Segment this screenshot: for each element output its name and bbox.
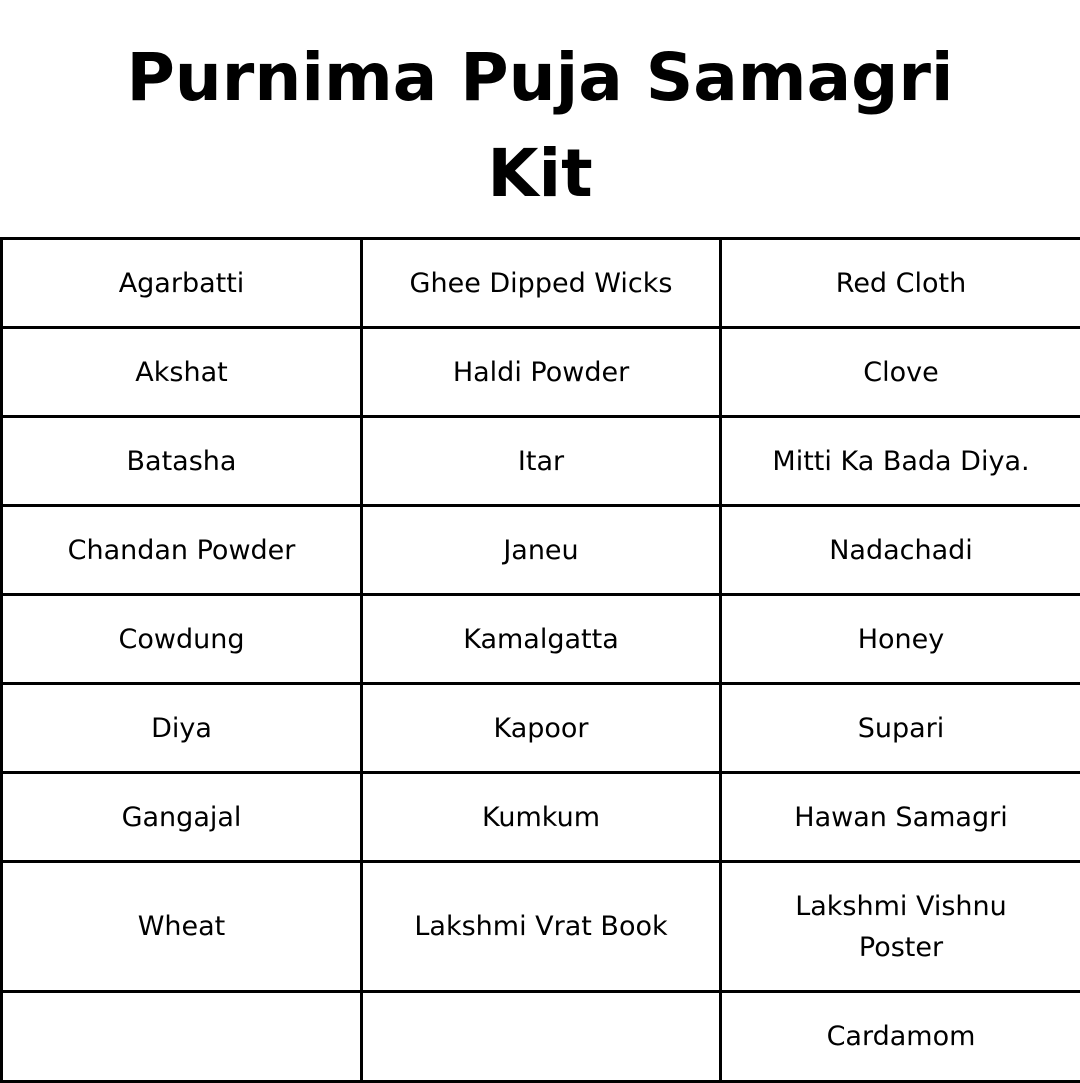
table-cell: Hawan Samagri xyxy=(721,773,1080,862)
table-cell: Janeu xyxy=(362,506,721,595)
table-cell: Mitti Ka Bada Diya. xyxy=(721,417,1080,506)
table-cell: Kamalgatta xyxy=(362,595,721,684)
table-row xyxy=(2,506,1080,595)
table-row xyxy=(2,595,1080,684)
table-cell: Nadachadi xyxy=(721,506,1080,595)
table-cell: Batasha xyxy=(2,417,362,506)
table-row xyxy=(2,862,1080,992)
table-cell: Haldi Powder xyxy=(362,328,721,417)
table-cell: Cowdung xyxy=(2,595,362,684)
table-cell: Wheat xyxy=(2,862,362,992)
table-row xyxy=(2,773,1080,862)
table-cell: Lakshmi Vrat Book xyxy=(362,862,721,992)
table-cell: Clove xyxy=(721,328,1080,417)
title-line-1: Purnima Puja Samagri xyxy=(0,30,1080,126)
table-row xyxy=(2,328,1080,417)
table-cell: Kapoor xyxy=(362,684,721,773)
page-title xyxy=(0,30,1080,222)
table-cell: Honey xyxy=(721,595,1080,684)
table-cell: Red Cloth xyxy=(721,239,1080,328)
table-row xyxy=(2,417,1080,506)
table-cell: Gangajal xyxy=(2,773,362,862)
table-cell: Itar xyxy=(362,417,721,506)
table-row xyxy=(2,239,1080,328)
table-cell: Agarbatti xyxy=(2,239,362,328)
table-row xyxy=(2,992,1080,1082)
table-cell: Kumkum xyxy=(362,773,721,862)
title-line-2: Kit xyxy=(0,126,1080,222)
samagri-table xyxy=(0,237,1080,1083)
table-cell: Supari xyxy=(721,684,1080,773)
table-cell-empty xyxy=(2,992,362,1082)
table-cell: Akshat xyxy=(2,328,362,417)
table-cell: Cardamom xyxy=(721,992,1080,1082)
table-row xyxy=(2,684,1080,773)
table-cell-empty xyxy=(362,992,721,1082)
table-cell: Ghee Dipped Wicks xyxy=(362,239,721,328)
table-cell: Diya xyxy=(2,684,362,773)
table-cell: Lakshmi Vishnu Poster xyxy=(721,862,1080,992)
table-cell: Chandan Powder xyxy=(2,506,362,595)
